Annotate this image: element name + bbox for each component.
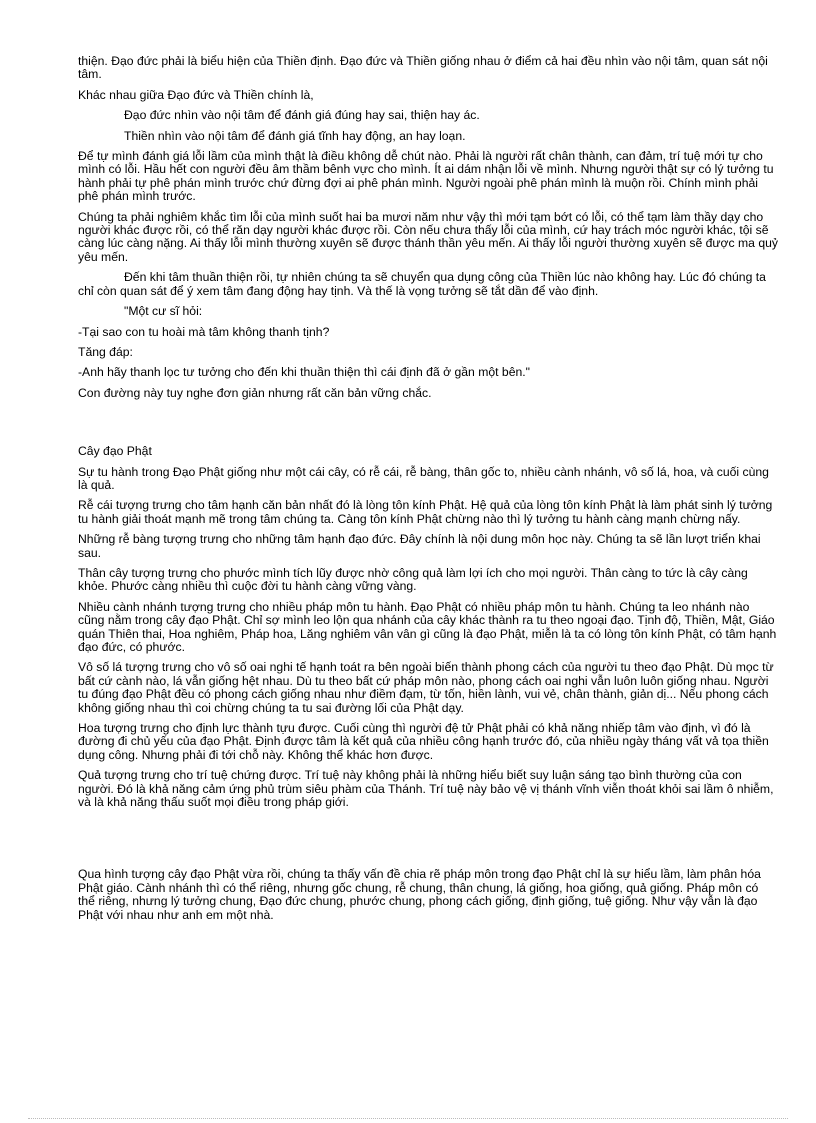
paragraph: Để tự mình đánh giá lỗi lầm của mình thật là điều không dễ chút nào. Phải là người rất chân thành, can đảm, trí tuệ mới tự cho mình có lỗi. Hầu hết con người đều âm thầm bênh vực cho mình. Ít ai dám nhận lỗi về mình. Nhưng người thật sự có lý tưởng tu hành phải tự phê phán mình trước chứ đừng đợi ai phê phán mình. Người ngoài phê phán mình là muộn rồi. Chính mình phải phê phán mình trước. (78, 149, 774, 204)
indented-paragraph: Thiền nhìn vào nội tâm để đánh giá tĩnh hay động, an hay loạn. (124, 128, 466, 143)
document-page (78, 55, 778, 929)
paragraph: Con đường này tuy nghe đơn giản nhưng rất căn bản vững chắc. (78, 385, 432, 400)
paragraph: Rễ cái tượng trưng cho tâm hạnh căn bản nhất đó là lòng tôn kính Phật. Hệ quả của lòng tôn kính Phật là làm phát sinh lý tưởng tu hành giải thoát mạnh mẽ trong tâm chúng ta. Càng tôn kính Phật chừng nào thì lý tưởng tu hành càng mạnh chừng nấy. (78, 498, 773, 526)
paragraph: Nhiều cành nhánh tượng trưng cho nhiều pháp môn tu hành. Đạo Phật có nhiều pháp môn tu hành. Chúng ta leo nhánh nào cũng nằm trong cây đạo Phật. Chỉ sợ mình leo lộn qua nhánh của cây khác thành ra tu theo ngoại đạo. Tịnh độ, Thiền, Mật, Giáo quán Thiên thai, Hoa nghiêm, Pháp hoa, Lăng nghiêm vân vân gì cũng là đạo Phật, miễn là ta có lòng tôn kính Phật, có tâm hạnh đạo đức, có phước. (78, 599, 777, 654)
paragraph: Chúng ta phải nghiêm khắc tìm lỗi của mình suốt hai ba mươi năm như vậy thì mới tạm bớt có lỗi, có thể tạm làm thầy dạy cho người khác được rồi, có thể răn dạy người khác được rồi. Còn nếu chưa thấy lỗi của mình, cứ hay trách móc người khác, tội sẽ càng lúc càng nặng. Ai thấy lỗi mình thường xuyên sẽ được thánh thần yêu mến. Ai thấy lỗi người thường xuyên sẽ được ma quỷ yêu mến. (78, 209, 779, 264)
spacer (78, 816, 778, 868)
page-bottom-border (28, 1118, 788, 1119)
quote-line: -Anh hãy thanh lọc tư tưởng cho đến khi thuần thiện thì cái định đã ở gần một bên." (78, 365, 530, 380)
paragraph: Khác nhau giữa Đạo đức và Thiền chính là, (78, 87, 314, 102)
paragraph: Qua hình tượng cây đạo Phật vừa rồi, chúng ta thấy vấn đề chia rẽ pháp môn trong đạo Phật chỉ là sự hiểu lầm, làm phân hóa Phật giáo. Cành nhánh thì có thể riêng, nhưng gốc chung, rễ chung, thân chung, lá giống, hoa giống, quả giống. Pháp môn có thể riêng, nhưng lý tưởng chung, Đạo đức chung, phước chung, phong cách giống, định giống, tuệ giống. Như vậy vẫn là đạo Phật với nhau như anh em một nhà. (78, 867, 761, 922)
paragraph: Đến khi tâm thuần thiện rồi, tự nhiên chúng ta sẽ chuyển qua dụng công của Thiền lúc nào không hay. Lúc đó chúng ta chỉ còn quan sát để ý xem tâm đang động hay tịnh. Và thế là vọng tưởng sẽ tắt dần để vào định. (78, 270, 766, 298)
spacer (78, 407, 778, 445)
quote-line: "Một cư sĩ hỏi: (124, 304, 203, 319)
quote-line: Tăng đáp: (78, 344, 133, 359)
paragraph: Sự tu hành trong Đạo Phật giống như một cái cây, có rễ cái, rễ bàng, thân gốc to, nhiều cành nhánh, vô số lá, hoa, và cuối cùng là quả. (78, 464, 769, 492)
paragraph: Vô số lá tượng trưng cho vô số oai nghi tế hạnh toát ra bên ngoài biến thành phong cách của người tu theo đạo Phật. Dù mọc từ bất cứ cành nào, lá vẫn giống hệt nhau. Dù tu theo bất cứ pháp môn nào, phong cách oai nghi vẫn luôn luôn giống nhau. Người tu đúng đạo Phật đều có phong cách giống nhau như điềm đạm, từ tốn, hiền lành, vui vẻ, chân thành, giản dị... Nếu phong cách không giống nhau thì coi chừng chúng ta tu sai đường lối của Phật dạy. (78, 660, 774, 715)
paragraph: Hoa tượng trưng cho định lực thành tựu được. Cuối cùng thì người đệ tử Phật phải có khả năng nhiếp tâm vào định, vì đó là đường đi chủ yếu của đạo Phật. Định được tâm là kết quả của nhiều công hạnh trước đó, của nhiều ngày tháng vất vả tọa thiền dụng công. Nhưng phải đi tới chỗ này. Không thể khác hơn được. (78, 721, 769, 762)
paragraph: thiện. Đạo đức phải là biểu hiện của Thiền định. Đạo đức và Thiền giống nhau ở điểm cả hai đều nhìn vào nội tâm, quan sát nội tâm. (78, 54, 768, 82)
paragraph: Quả tượng trưng cho trí tuệ chứng được. Trí tuệ này không phải là những hiểu biết suy luận sáng tạo bình thường của con người. Đó là khả năng cảm ứng phủ trùm siêu phàm của Thánh. Trí tuệ này bảo vệ vị thánh vĩnh viễn thoát khỏi sai lầm ô nhiễm, và là khả năng thấu suốt mọi điều trong pháp giới. (78, 768, 774, 810)
indented-paragraph: Đạo đức nhìn vào nội tâm để đánh giá đúng hay sai, thiện hay ác. (124, 108, 480, 123)
paragraph: Những rễ bàng tượng trưng cho những tâm hạnh đạo đức. Đây chính là nội dung môn học này. Chúng ta sẽ lần lượt triển khai sau. (78, 532, 761, 560)
section-title: Cây đạo Phật (78, 444, 152, 459)
paragraph: Thân cây tượng trưng cho phước mình tích lũy được nhờ công quả làm lợi ích cho mọi người. Thân càng to tức là cây càng khỏe. Phước càng nhiều thì cuộc đời tu hành càng vững vàng. (78, 565, 748, 594)
quote-line: -Tại sao con tu hoài mà tâm không thanh tịnh? (78, 324, 330, 339)
